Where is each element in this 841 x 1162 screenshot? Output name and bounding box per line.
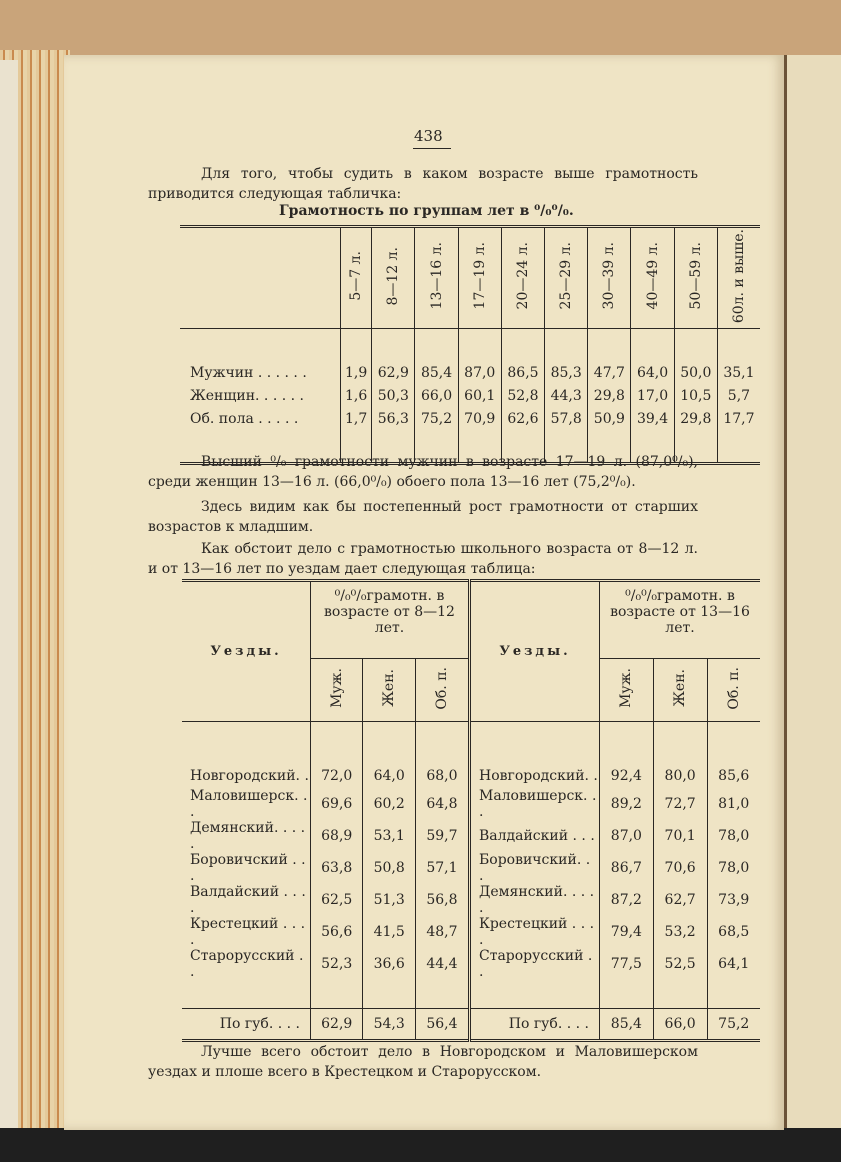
- uezd-name: Боровичский . . .: [190, 852, 306, 884]
- table1-spacer: [180, 329, 760, 362]
- table-row: [182, 916, 760, 948]
- cell: 68,9: [311, 820, 363, 852]
- cell: 29,8: [674, 407, 717, 430]
- cell: 50,3: [372, 384, 415, 407]
- cell: 62,5: [311, 884, 363, 916]
- cell: 81,0: [707, 788, 760, 820]
- cell: 64,0: [631, 361, 674, 384]
- cell: 41,5: [363, 916, 415, 948]
- cell: 1,6: [341, 384, 372, 407]
- uezdy-header-left: Уезды.: [210, 644, 282, 659]
- cell: 47,7: [588, 361, 631, 384]
- table-row: [180, 361, 760, 384]
- cell: 29,8: [588, 384, 631, 407]
- uezd-name: Боровичский. . .: [469, 852, 599, 884]
- row-label: Об. пола . . . . .: [190, 410, 299, 427]
- age-header: 60л. и выше.: [717, 227, 760, 329]
- cell: 10,5: [674, 384, 717, 407]
- age-header: 25—29 л.: [545, 227, 588, 329]
- total-label: По губ. . . .: [182, 1009, 311, 1041]
- next-page-edge: [784, 55, 841, 1130]
- cell: 78,0: [707, 852, 760, 884]
- uezd-name: Крестецкий . . . .: [190, 916, 306, 948]
- table1-corner: [180, 227, 341, 329]
- sub-col-female: Жен.: [363, 659, 415, 722]
- book-page: [64, 55, 784, 1130]
- table1-title: Грамотность по группам лет в ⁰/₀⁰/₀.: [279, 203, 574, 219]
- cell: 86,7: [599, 852, 653, 884]
- uezd-name: Новгородский. .: [190, 768, 309, 784]
- cell: 36,6: [363, 948, 415, 980]
- cell: 1,9: [341, 361, 372, 384]
- uezd-name: Валдайский . . .: [469, 820, 599, 852]
- cell: 62,9: [372, 361, 415, 384]
- age-header: 8—12 л.: [372, 227, 415, 329]
- cell: 85,4: [415, 361, 458, 384]
- table-row: [182, 884, 760, 916]
- cell: 44,4: [415, 948, 469, 980]
- table2-header-row: [182, 581, 760, 659]
- cell: 72,7: [653, 788, 707, 820]
- cell: 51,3: [363, 884, 415, 916]
- intro-paragraph: Для того, чтобы судить в каком возрасте выше грамотность приводится следующая табличка:: [148, 166, 698, 202]
- cell: 69,6: [311, 788, 363, 820]
- cell: 66,0: [415, 384, 458, 407]
- uezd-name: Валдайский . . . .: [190, 884, 306, 916]
- cell: 73,9: [707, 884, 760, 916]
- cell: 87,0: [458, 361, 501, 384]
- page-number: 438: [414, 127, 443, 145]
- cell: 87,2: [599, 884, 653, 916]
- left-margin-strip: [0, 60, 18, 1140]
- cell: 79,4: [599, 916, 653, 948]
- table-row: [182, 788, 760, 820]
- age-header: 50—59 л.: [674, 227, 717, 329]
- total-row: [182, 1009, 760, 1041]
- cell: 50,0: [674, 361, 717, 384]
- cell: 72,0: [311, 764, 363, 788]
- cell: 5,7: [717, 384, 760, 407]
- cell: 86,5: [501, 361, 544, 384]
- age-header: 17—19 л.: [458, 227, 501, 329]
- uezd-name: Маловишерск. . .: [469, 788, 599, 820]
- age-header: 13—16 л.: [415, 227, 458, 329]
- cell: 57,1: [415, 852, 469, 884]
- age-header: 30—39 л.: [588, 227, 631, 329]
- cell: 35,1: [717, 361, 760, 384]
- table-row: [182, 820, 760, 852]
- sub-col-male: Муж.: [599, 659, 653, 722]
- paragraph-school-age: Как обстоит дело с грамотностью школьного возраста от 8—12 л. и от 13—16 лет по уездам дает следующая таблица:: [148, 541, 698, 577]
- cell: 39,4: [631, 407, 674, 430]
- cell: 1,7: [341, 407, 372, 430]
- age-header: 5—7 л.: [341, 227, 372, 329]
- cell: 62,7: [653, 884, 707, 916]
- cell: 64,0: [363, 764, 415, 788]
- cell: 77,5: [599, 948, 653, 980]
- cell: 62,9: [311, 1009, 363, 1041]
- scan-bottom-border: [0, 1128, 841, 1162]
- cell: 64,8: [415, 788, 469, 820]
- cell: 60,2: [363, 788, 415, 820]
- cell: 56,8: [415, 884, 469, 916]
- literacy-by-uezd-table: [182, 579, 760, 1042]
- cell: 80,0: [653, 764, 707, 788]
- cell: 68,0: [415, 764, 469, 788]
- cell: 64,1: [707, 948, 760, 980]
- row-label: Мужчин . . . . . .: [190, 364, 307, 381]
- age-header: 40—49 л.: [631, 227, 674, 329]
- cell: 85,6: [707, 764, 760, 788]
- cell: 50,9: [588, 407, 631, 430]
- sub-col-female: Жен.: [653, 659, 707, 722]
- cell: 89,2: [599, 788, 653, 820]
- cell: 52,8: [501, 384, 544, 407]
- paragraph-trend: Здесь видим как бы постепенный рост грамотности от старших возрастов к младшим.: [148, 499, 698, 535]
- cell: 85,4: [599, 1009, 653, 1041]
- table-row: [182, 764, 760, 788]
- uezd-name: Старорусский . .: [469, 948, 599, 980]
- literacy-by-age-table: [180, 225, 760, 465]
- cell: 56,6: [311, 916, 363, 948]
- cell: 75,2: [415, 407, 458, 430]
- age-header: 20—24 л.: [501, 227, 544, 329]
- uezd-name: Маловишерск. . .: [190, 788, 308, 820]
- cell: 62,6: [501, 407, 544, 430]
- cell: 48,7: [415, 916, 469, 948]
- cell: 60,1: [458, 384, 501, 407]
- cell: 63,8: [311, 852, 363, 884]
- cell: 56,4: [415, 1009, 469, 1041]
- cell: 50,8: [363, 852, 415, 884]
- cell: 52,3: [311, 948, 363, 980]
- cell: 78,0: [707, 820, 760, 852]
- cell: 44,3: [545, 384, 588, 407]
- cell: 59,7: [415, 820, 469, 852]
- total-label: По губ. . . .: [469, 1009, 599, 1041]
- cell: 56,3: [372, 407, 415, 430]
- cell: 85,3: [545, 361, 588, 384]
- sub-col-both: Об. п.: [415, 659, 469, 722]
- uezd-name: Старорусский . .: [190, 948, 304, 980]
- cell: 87,0: [599, 820, 653, 852]
- uezdy-header-right: Уезды.: [469, 581, 599, 722]
- uezd-name: Новгородский. .: [469, 764, 599, 788]
- table-row: [180, 384, 760, 407]
- page-number-underline: [413, 148, 451, 149]
- uezd-name: Демянский. . . . .: [469, 884, 599, 916]
- table1-header-row: [180, 227, 760, 329]
- sub-col-male: Муж.: [311, 659, 363, 722]
- cell: 92,4: [599, 764, 653, 788]
- table2-spacer: [182, 980, 760, 1009]
- group-header-8-12: ⁰/₀⁰/₀грамотн. в возрасте от 8—12 лет.: [311, 581, 470, 659]
- cell: 52,5: [653, 948, 707, 980]
- cell: 54,3: [363, 1009, 415, 1041]
- cell: 57,8: [545, 407, 588, 430]
- cell: 75,2: [707, 1009, 760, 1041]
- table-row: [180, 407, 760, 430]
- cell: 68,5: [707, 916, 760, 948]
- table2-spacer: [182, 722, 760, 765]
- paragraph-max-literacy: Высший ⁰/₀ грамотности мужчин в возрасте 17—19 л. (87,0⁰/₀), среди женщин 13—16 л. (66,0⁰/₀) обоего пола 13—16 лет (75,2⁰/₀).: [148, 454, 698, 490]
- cell: 17,7: [717, 407, 760, 430]
- cell: 53,2: [653, 916, 707, 948]
- sub-col-both: Об. п.: [707, 659, 760, 722]
- table-row: [182, 948, 760, 980]
- paragraph-conclusion: Лучше всего обстоит дело в Новгородском и Маловишерском уездах и плоше всего в Крестецком и Старорусском.: [148, 1044, 698, 1080]
- group-header-13-16: ⁰/₀⁰/₀грамотн. в возрасте от 13—16 лет.: [599, 581, 760, 659]
- uezd-name: Крестецкий . . . .: [469, 916, 599, 948]
- cell: 66,0: [653, 1009, 707, 1041]
- uezd-name: Демянский. . . . .: [190, 820, 306, 852]
- cell: 70,9: [458, 407, 501, 430]
- cell: 70,1: [653, 820, 707, 852]
- cell: 70,6: [653, 852, 707, 884]
- table-row: [182, 852, 760, 884]
- cell: 17,0: [631, 384, 674, 407]
- cell: 53,1: [363, 820, 415, 852]
- row-label: Женщин. . . . . .: [190, 387, 304, 404]
